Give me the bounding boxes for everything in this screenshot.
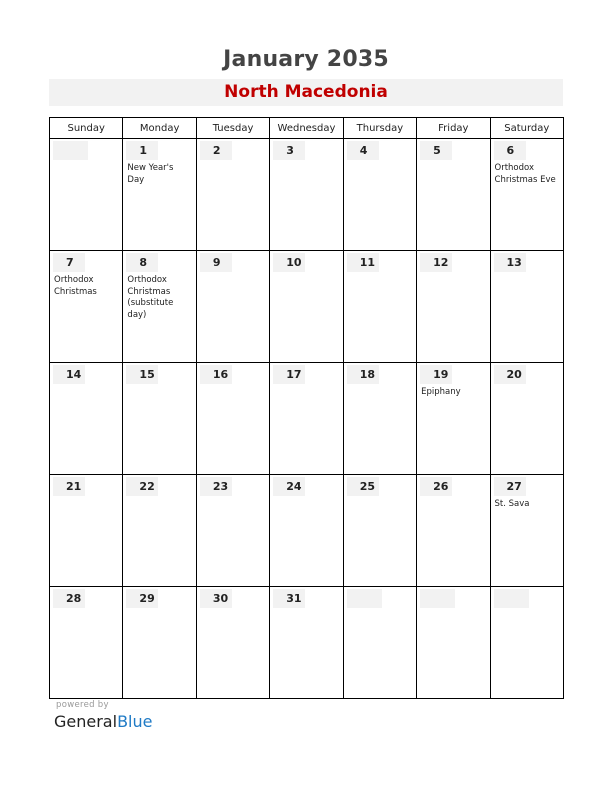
weekday-friday: Friday (417, 118, 490, 139)
day-cell[interactable] (123, 251, 196, 363)
day-cell[interactable] (196, 251, 269, 363)
day-number: 9 (200, 253, 232, 272)
day-cell[interactable] (490, 251, 563, 363)
day-number: 30 (200, 589, 232, 608)
weekday-tuesday: Tuesday (196, 118, 269, 139)
day-number: 5 (420, 141, 452, 160)
holiday-label: New Year's Day (127, 163, 174, 185)
day-cell[interactable] (417, 587, 490, 699)
day-number: 7 (53, 253, 85, 272)
day-number: 18 (347, 365, 379, 384)
day-cell[interactable] (196, 139, 269, 251)
day-cell[interactable] (270, 139, 343, 251)
day-cell[interactable] (50, 139, 123, 251)
day-number: 23 (200, 477, 232, 496)
day-number: 19 (420, 365, 452, 384)
day-cell[interactable] (490, 139, 563, 251)
day-cell[interactable] (343, 251, 416, 363)
country-name: North Macedonia (224, 82, 388, 102)
day-number: 14 (53, 365, 85, 384)
day-number (53, 141, 88, 160)
weekday-header-row (50, 118, 564, 139)
day-number: 22 (126, 477, 158, 496)
day-number: 3 (273, 141, 305, 160)
day-number: 24 (273, 477, 305, 496)
powered-by-label: powered by (56, 700, 109, 710)
holiday-label: Orthodox Christmas (substitute day) (127, 275, 174, 320)
day-cell[interactable] (123, 587, 196, 699)
day-cell[interactable] (270, 475, 343, 587)
calendar-body (50, 139, 564, 699)
day-number: 10 (273, 253, 305, 272)
day-cell[interactable] (270, 587, 343, 699)
day-number: 12 (420, 253, 452, 272)
day-number: 26 (420, 477, 452, 496)
day-cell[interactable] (270, 363, 343, 475)
day-cell[interactable] (343, 363, 416, 475)
brand-blue: Blue (117, 712, 153, 731)
day-cell[interactable] (270, 251, 343, 363)
day-number: 31 (273, 589, 305, 608)
day-cell[interactable] (417, 363, 490, 475)
weekday-monday: Monday (123, 118, 196, 139)
day-number (420, 589, 455, 608)
day-number: 27 (494, 477, 526, 496)
day-number: 6 (494, 141, 526, 160)
day-number: 29 (126, 589, 158, 608)
day-cell[interactable] (50, 587, 123, 699)
day-cell[interactable] (196, 363, 269, 475)
day-cell[interactable] (490, 475, 563, 587)
day-number: 20 (494, 365, 526, 384)
week-row (50, 363, 564, 475)
weekday-thursday: Thursday (343, 118, 416, 139)
day-cell[interactable] (417, 139, 490, 251)
day-cell[interactable] (343, 587, 416, 699)
day-cell[interactable] (50, 363, 123, 475)
day-number: 4 (347, 141, 379, 160)
week-row (50, 139, 564, 251)
generalblue-logo[interactable] (54, 712, 152, 731)
day-number: 2 (200, 141, 232, 160)
holiday-label: Orthodox Christmas (54, 275, 97, 297)
week-row (50, 587, 564, 699)
day-number: 28 (53, 589, 85, 608)
calendar-title: January 2035 (223, 47, 389, 72)
day-cell[interactable] (123, 139, 196, 251)
weekday-saturday: Saturday (490, 118, 563, 139)
weekday-sunday: Sunday (50, 118, 123, 139)
country-banner (49, 79, 563, 106)
day-cell[interactable] (417, 251, 490, 363)
day-cell[interactable] (343, 475, 416, 587)
day-number: 17 (273, 365, 305, 384)
day-number: 1 (126, 141, 158, 160)
day-number: 8 (126, 253, 158, 272)
day-cell[interactable] (417, 475, 490, 587)
day-cell[interactable] (50, 475, 123, 587)
holiday-label: Orthodox Christmas Eve (494, 163, 556, 185)
day-cell[interactable] (50, 251, 123, 363)
day-number (347, 589, 382, 608)
day-cell[interactable] (196, 587, 269, 699)
week-row (50, 475, 564, 587)
day-number: 11 (347, 253, 379, 272)
day-cell[interactable] (490, 363, 563, 475)
day-number: 15 (126, 365, 158, 384)
day-number (494, 589, 529, 608)
day-cell[interactable] (343, 139, 416, 251)
day-number: 13 (494, 253, 526, 272)
day-cell[interactable] (123, 475, 196, 587)
brand-general: General (54, 712, 118, 731)
day-number: 21 (53, 477, 85, 496)
holiday-label: Epiphany (421, 387, 461, 397)
day-cell[interactable] (490, 587, 563, 699)
calendar-grid (49, 117, 564, 699)
holiday-label: St. Sava (494, 499, 530, 509)
week-row (50, 251, 564, 363)
day-cell[interactable] (123, 363, 196, 475)
weekday-wednesday: Wednesday (270, 118, 343, 139)
day-number: 25 (347, 477, 379, 496)
day-cell[interactable] (196, 475, 269, 587)
day-number: 16 (200, 365, 232, 384)
